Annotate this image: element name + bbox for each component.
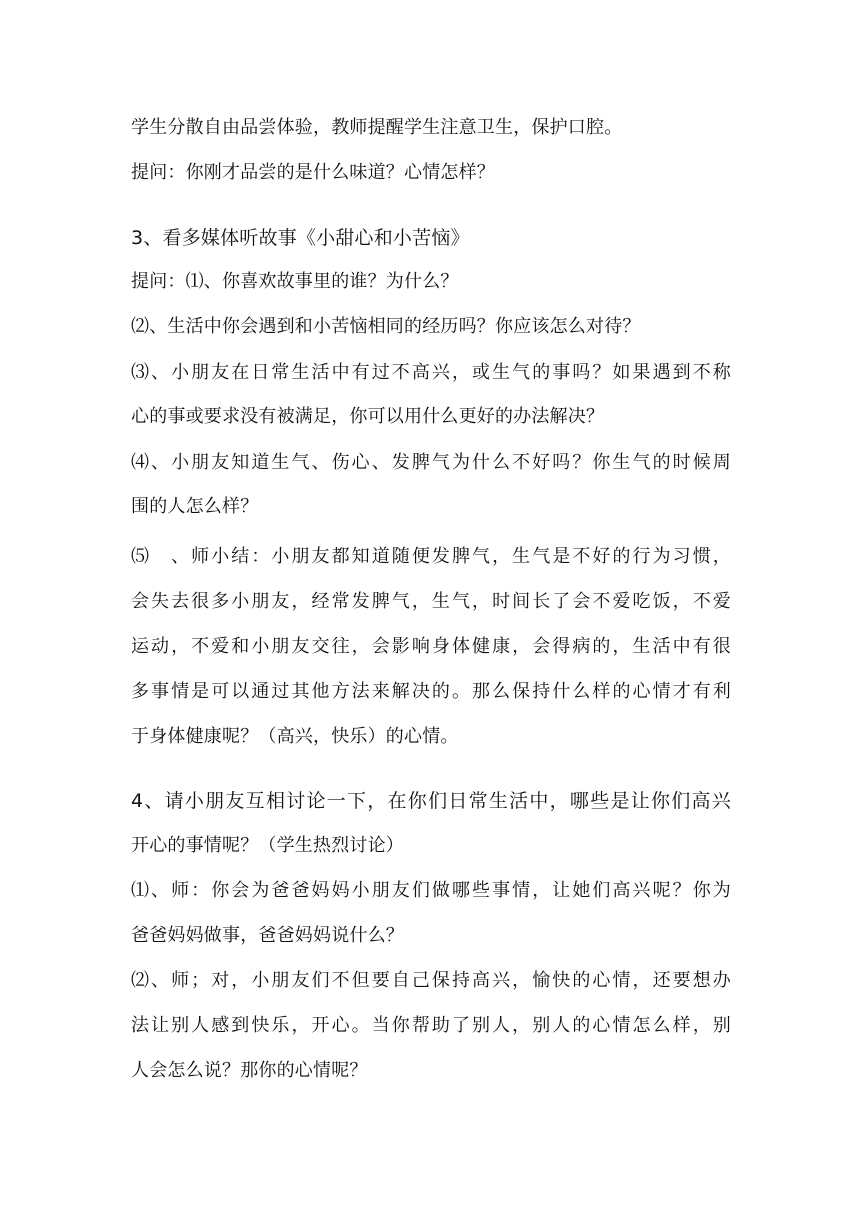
text-line: 于身体健康呢？（高兴，快乐）的心情。 bbox=[131, 726, 459, 747]
text-line: ⑷、小朋友知道生气、伤心、发脾气为什么不好吗？你生气的时候周 bbox=[131, 452, 731, 473]
section-heading-4: 4、请小朋友互相讨论一下，在你们日常生活中，哪些是让你们高兴 bbox=[131, 790, 731, 812]
text-line: 爸爸妈妈做事，爸爸妈妈说什么？ bbox=[131, 925, 404, 946]
text-line: 提问：你刚才品尝的是什么味道？心情怎样？ bbox=[131, 162, 495, 183]
text-line: ⑶、小朋友在日常生活中有过不高兴，或生气的事吗？如果遇到不称 bbox=[131, 362, 731, 383]
text-line: 会失去很多小朋友，经常发脾气，生气，时间长了会不爱吃饭，不爱 bbox=[131, 591, 731, 612]
text-line: 运动，不爱和小朋友交往，会影响身体健康，会得病的，生活中有很 bbox=[131, 636, 731, 657]
text-line: 围的人怎么样？ bbox=[131, 496, 259, 517]
text-line: 学生分散自由品尝体验，教师提醒学生注意卫生，保护口腔。 bbox=[131, 117, 623, 138]
text-line: ⑸ 、师小结：小朋友都知道随便发脾气，生气是不好的行为习惯， bbox=[131, 546, 731, 567]
section-heading-3: 3、看多媒体听故事《小甜心和小苦恼》 bbox=[131, 227, 470, 249]
text-line: ⑵、生活中你会遇到和小苦恼相同的经历吗？你应该怎么对待？ bbox=[131, 316, 641, 337]
text-line: 开心的事情呢？（学生热烈讨论） bbox=[131, 835, 404, 856]
text-line: 法让别人感到快乐，开心。当你帮助了别人，别人的心情怎么样，别 bbox=[131, 1015, 731, 1036]
text-line: 多事情是可以通过其他方法来解决的。那么保持什么样的心情才有利 bbox=[131, 681, 731, 702]
text-line: 提问：⑴、你喜欢故事里的谁？为什么？ bbox=[131, 271, 459, 292]
text-line: 人会怎么说？那你的心情呢？ bbox=[131, 1060, 368, 1081]
text-line: 心的事或要求没有被满足，你可以用什么更好的办法解决？ bbox=[131, 406, 605, 427]
text-line: ⑵、师；对，小朋友们不但要自己保持高兴，愉快的心情，还要想办 bbox=[131, 970, 731, 991]
text-line: ⑴、师：你会为爸爸妈妈小朋友们做哪些事情，让她们高兴呢？你为 bbox=[131, 880, 731, 901]
